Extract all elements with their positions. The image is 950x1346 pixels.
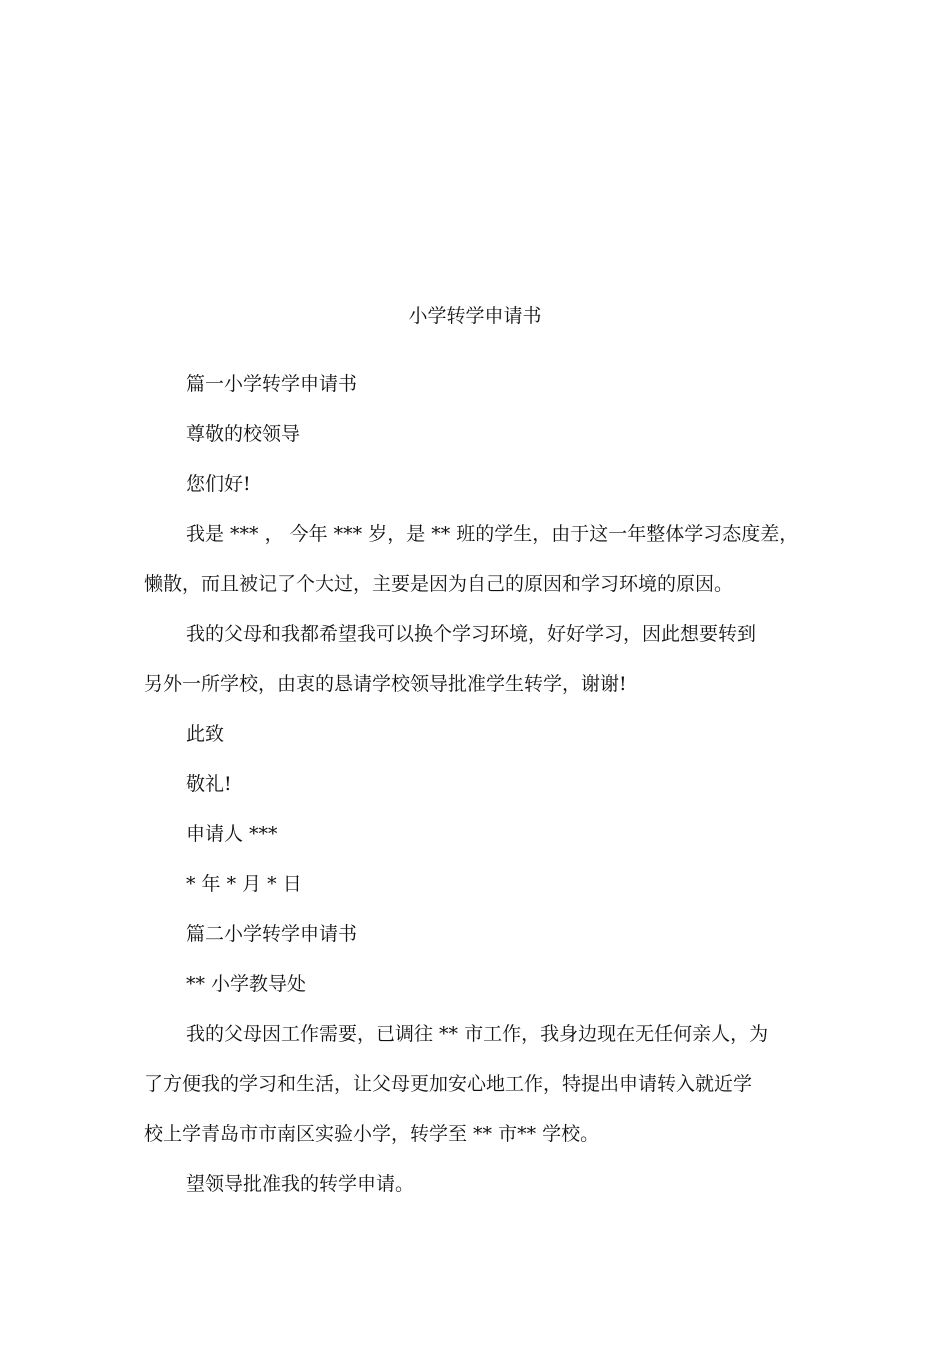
section2-para1-line1: 我的父母因工作需要，已调往 ** 市工作，我身边现在无任何亲人，为: [186, 1023, 769, 1045]
section2-para1-line3: 校上学青岛市市南区实验小学，转学至 ** 市** 学校。: [144, 1123, 600, 1145]
section1-closing-2: 敬礼!: [186, 773, 232, 795]
section2-para1-line2: 了方便我的学习和生活，让父母更加安心地工作，特提出申请转入就近学: [144, 1073, 753, 1095]
section1-para1-line2: 懒散，而且被记了个大过，主要是因为自己的原因和学习环境的原因。: [144, 573, 734, 595]
section1-closing-1: 此致: [186, 723, 225, 745]
section1-applicant: 申请人 ***: [186, 823, 278, 845]
section1-date: * 年 * 月 * 日: [186, 873, 302, 895]
section1-para2-line2: 另外一所学校，由衷的恳请学校领导批准学生转学，谢谢!: [144, 673, 627, 695]
section2-heading: 篇二小学转学申请书: [186, 923, 358, 945]
section2-recipient: ** 小学教导处: [186, 973, 307, 995]
section1-para1-line1: 我是 *** ， 今年 *** 岁，是 ** 班的学生，由于这一年整体学习态度差，: [186, 523, 799, 545]
section1-heading: 篇一小学转学申请书: [186, 373, 358, 395]
section1-salutation: 尊敬的校领导: [186, 423, 301, 445]
document-title: 小学转学申请书: [408, 305, 542, 327]
section2-para2-line1: 望领导批准我的转学申请。: [186, 1173, 415, 1195]
section1-greeting: 您们好!: [186, 473, 251, 495]
section1-para2-line1: 我的父母和我都希望我可以换个学习环境，好好学习，因此想要转到: [186, 623, 757, 645]
